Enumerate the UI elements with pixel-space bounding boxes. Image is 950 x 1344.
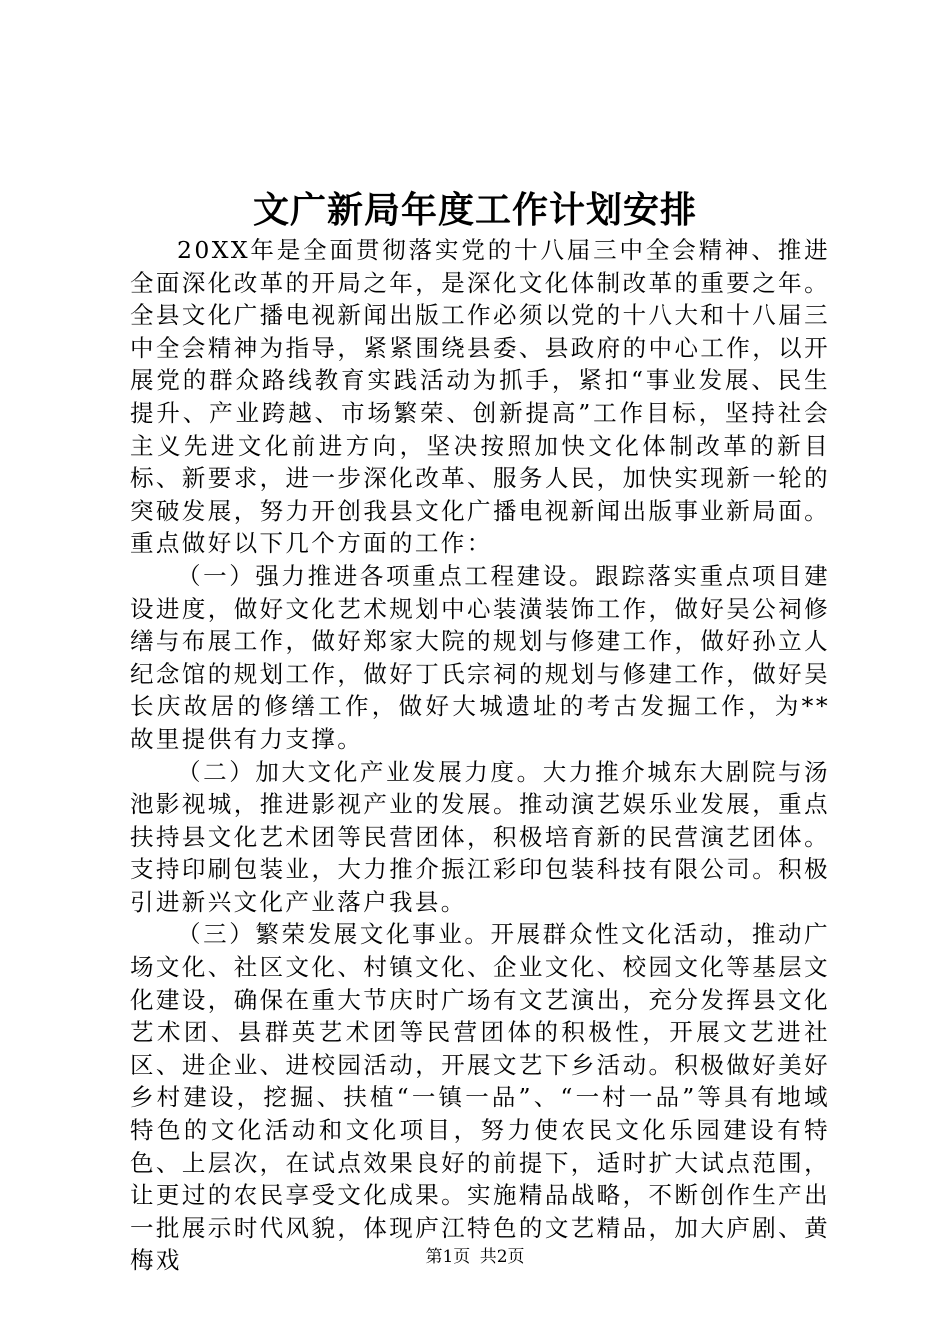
paragraph-intro: 20XX年是全面贯彻落实党的十八届三中全会精神、推进全面深化改革的开局之年，是深化文化体制改革的重要之年。全县文化广播电视新闻出版工作必须以党的十八大和十八届三中全会精神为指导，紧紧围绕县委、县政府的中心工作，以开展党的群众路线教育实践活动为抓手，紧扣“事业发展、民生提升、产业跨越、市场繁荣、创新提高”工作目标，坚持社会主义先进文化前进方向，坚决按照加快文化体制改革的新目标、新要求，进一步深化改革、服务人民，加快实现新一轮的突破发展，努力开创我县文化广播电视新闻出版事业新局面。重点做好以下几个方面的工作： <box>130 236 830 558</box>
paragraph-section-1: （一）强力推进各项重点工程建设。跟踪落实重点项目建设进度，做好文化艺术规划中心装潢装饰工作，做好吴公祠修缮与布展工作，做好郑家大院的规划与修建工作，做好孙立人纪念馆的规划工作，做好丁氏宗祠的规划与修建工作，做好吴长庆故居的修缮工作，做好大城遗址的考古发掘工作，为**故里提供有力支撑。 <box>130 561 830 753</box>
document-body <box>130 234 830 1277</box>
page-number-footer: 第1页 共2页 <box>425 1247 525 1267</box>
document-title: 文广新局年度工作计划安排 <box>252 189 697 231</box>
paragraph-section-2: （二）加大文化产业发展力度。大力推介城东大剧院与汤池影视城，推进影视产业的发展。推动演艺娱乐业发展，重点扶持县文化艺术团等民营团体，积极培育新的民营演艺团体。支持印刷包装业，大力推介振江彩印包装科技有限公司。积极引进新兴文化产业落户我县。 <box>130 757 830 916</box>
paragraph-section-3: （三）繁荣发展文化事业。开展群众性文化活动，推动广场文化、社区文化、村镇文化、企业文化、校园文化等基层文化建设，确保在重大节庆时广场有文艺演出，充分发挥县文化艺术团、县群英艺术团等民营团体的积极性，开展文艺进社区、进企业、进校园活动，开展文艺下乡活动。积极做好美好乡村建设，挖掘、扶植“一镇一品”、“一村一品”等具有地域特色的文化活动和文化项目，努力使农民文化乐园建设有特色、上层次，在试点效果良好的前提下，适时扩大试点范围，让更过的农民享受文化成果。实施精品战略，不断创作生产出一批展示时代风貌，体现庐江特色的文艺精品，加大庐剧、黄梅戏 <box>130 920 830 1275</box>
